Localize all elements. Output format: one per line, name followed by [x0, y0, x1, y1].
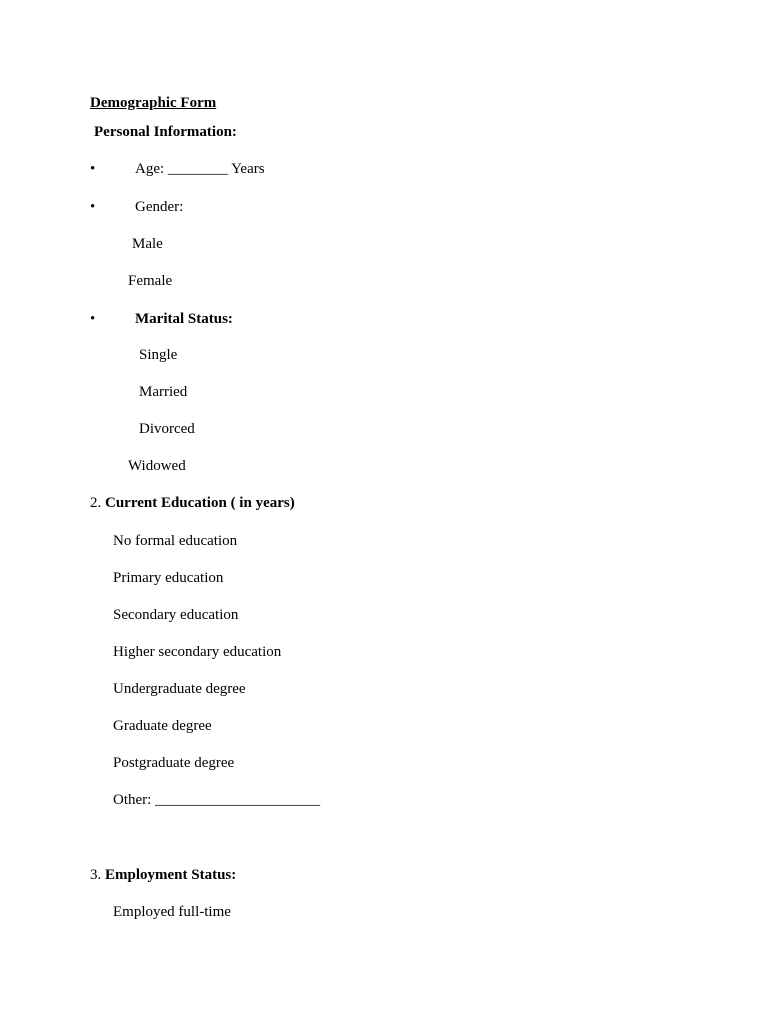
education-option-higher-secondary: Higher secondary education: [113, 644, 282, 660]
education-heading: [90, 494, 295, 512]
education-option-undergraduate: Undergraduate degree: [113, 681, 246, 697]
education-option-other: Other: ______________________: [113, 792, 321, 808]
employment-option-full-time: Employed full-time: [113, 904, 231, 920]
education-number: 2.: [90, 495, 102, 511]
bullet-marital: •: [90, 311, 96, 327]
marital-option-widowed: Widowed: [128, 458, 186, 474]
age-field: Age: ________ Years: [135, 161, 265, 177]
education-option-primary: Primary education: [113, 570, 224, 586]
employment-number: 3.: [90, 867, 102, 883]
marital-status-label: Marital Status:: [135, 311, 233, 327]
education-option-graduate: Graduate degree: [113, 718, 212, 734]
bullet-age: •: [90, 161, 96, 177]
education-option-no-formal: No formal education: [113, 533, 238, 549]
gender-option-female: Female: [128, 273, 173, 289]
employment-heading: [90, 866, 236, 884]
gender-option-male: Male: [132, 236, 163, 252]
marital-option-single: Single: [139, 347, 178, 363]
employment-label: Employment Status:: [105, 867, 237, 883]
section-personal-heading: Personal Information:: [94, 124, 237, 140]
marital-option-married: Married: [139, 384, 188, 400]
bullet-gender: •: [90, 199, 96, 215]
education-option-secondary: Secondary education: [113, 607, 239, 623]
education-option-postgraduate: Postgraduate degree: [113, 755, 235, 771]
form-title: Demographic Form: [90, 95, 217, 111]
marital-option-divorced: Divorced: [139, 421, 195, 437]
gender-label: Gender:: [135, 199, 184, 215]
education-label: Current Education ( in years): [105, 495, 295, 511]
